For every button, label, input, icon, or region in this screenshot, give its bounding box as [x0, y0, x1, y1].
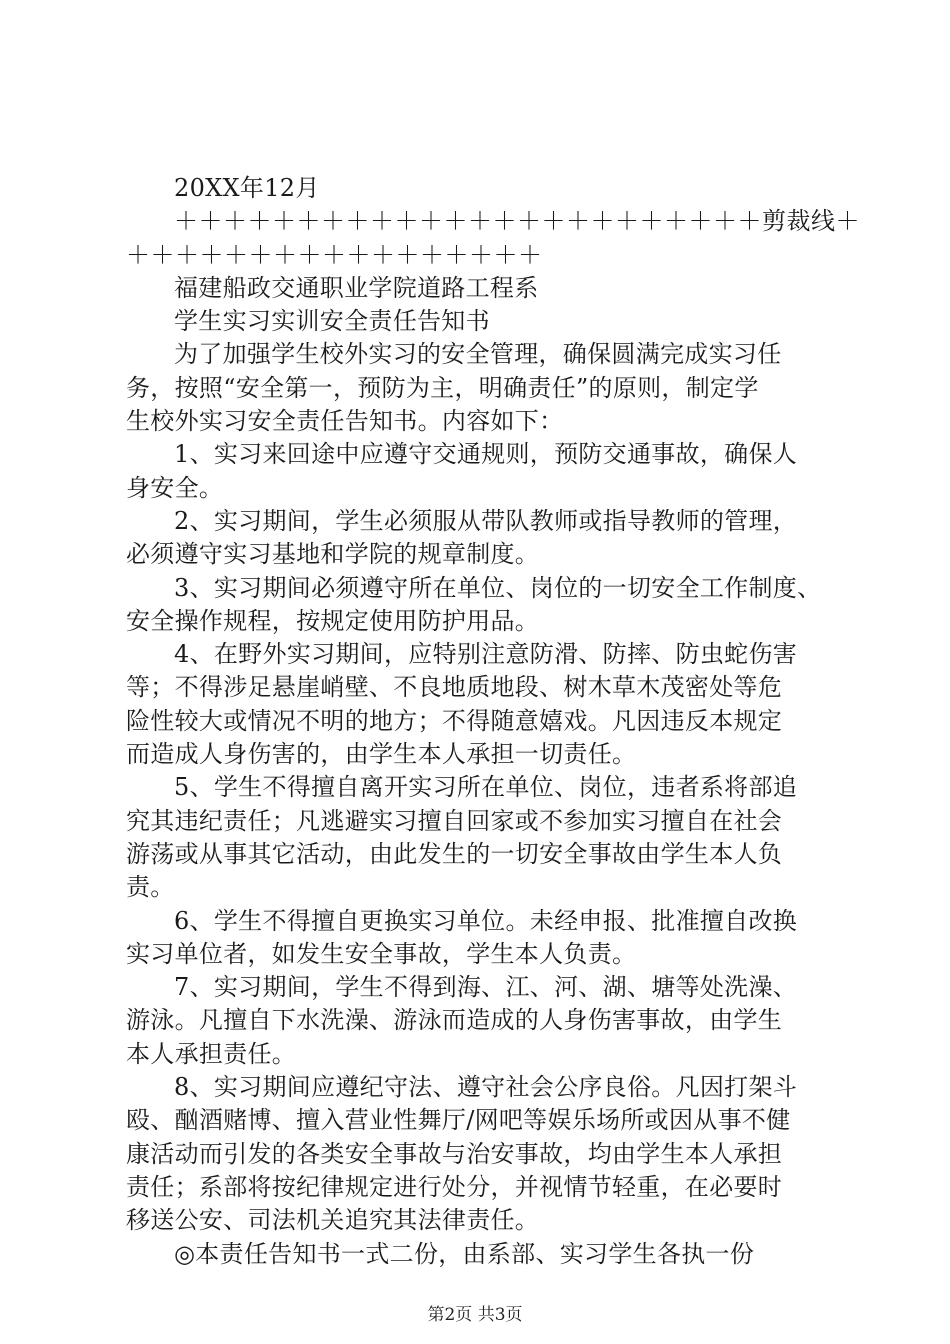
document-date: 20XX年12月 — [174, 174, 320, 202]
item-7-line: 7、实习期间，学生不得到海、江、河、湖、塘等处洗澡、 — [174, 973, 798, 1002]
intro-line: 务，按照“安全第一，预防为主，明确责任”的原则，制定学 — [126, 373, 759, 402]
item-3-line: 安全操作规程，按规定使用防护用品。 — [126, 606, 540, 635]
item-8-line: 8、实习期间应遵纪守法、遵守社会公序良俗。凡因打架斗 — [174, 1073, 798, 1102]
item-4-line: 险性较大或情况不明的地方；不得随意嬉戏。凡因违反本规定 — [126, 706, 783, 735]
item-1-line: 身安全。 — [126, 473, 224, 502]
department-name: 福建船政交通职业学院道路工程系 — [174, 273, 539, 302]
item-5-line: 责。 — [126, 873, 175, 902]
item-7-line: 本人承担责任。 — [126, 1039, 297, 1068]
item-3-line: 3、实习期间必须遵守所在单位、岗位的一切安全工作制度、 — [174, 573, 822, 602]
item-8-line: 康活动而引发的各类安全事故与治安事故，均由学生本人承担 — [126, 1139, 783, 1168]
item-6-line: 实习单位者，如发生安全事故，学生本人负责。 — [126, 939, 637, 968]
intro-line: 为了加强学生校外实习的安全管理，确保圆满完成实习任 — [174, 340, 782, 369]
document-title: 学生实习实训安全责任告知书 — [174, 307, 490, 336]
page-number: 第2页 共3页 — [427, 1305, 523, 1325]
item-8-line: 移送公安、司法机关追究其法律责任。 — [126, 1206, 540, 1235]
document-body — [126, 172, 860, 1271]
item-4-line: 4、在野外实习期间，应特别注意防滑、防摔、防虫蛇伤害 — [174, 640, 798, 669]
item-2-line: 2、实习期间，学生必须服从带队教师或指导教师的管理， — [174, 506, 798, 535]
item-5-line: 游荡或从事其它活动，由此发生的一切安全事故由学生本人负 — [126, 839, 783, 868]
closing-note: ◎本责任告知书一式二份，由系部、实习学生各执一份 — [174, 1239, 755, 1268]
item-7-line: 游泳。凡擅自下水洗澡、游泳而造成的人身伤害事故，由学生 — [126, 1006, 783, 1035]
item-5-line: 5、学生不得擅自离开实习所在单位、岗位，违者系将部追 — [174, 773, 798, 802]
intro-line: 生校外实习安全责任告知书。内容如下： — [126, 407, 564, 436]
item-1-line: 1、实习来回途中应遵守交通规则，预防交通事故，确保人 — [174, 440, 798, 469]
cut-line-1: ＋＋＋＋＋＋＋＋＋＋＋＋＋＋＋＋＋＋＋＋＋＋＋＋剪裁线＋ — [174, 207, 860, 236]
item-5-line: 究其违纪责任；凡逃避实习擅自回家或不参加实习擅自在社会 — [126, 806, 783, 835]
item-4-line: 等；不得涉足悬崖峭壁、不良地质地段、树木草木茂密处等危 — [126, 673, 783, 702]
item-8-line: 责任；系部将按纪律规定进行处分，并视情节轻重，在必要时 — [126, 1172, 783, 1201]
cut-line-2: ＋＋＋＋＋＋＋＋＋＋＋＋＋＋＋＋＋ — [126, 240, 543, 269]
item-8-line: 殴、酗酒赌博、擅入营业性舞厅/网吧等娱乐场所或因从事不健 — [126, 1106, 791, 1135]
item-2-line: 必须遵守实习基地和学院的规章制度。 — [126, 540, 540, 569]
item-6-line: 6、学生不得擅自更换实习单位。未经申报、批准擅自改换 — [174, 906, 798, 935]
item-4-line: 而造成人身伤害的，由学生本人承担一切责任。 — [126, 740, 637, 769]
